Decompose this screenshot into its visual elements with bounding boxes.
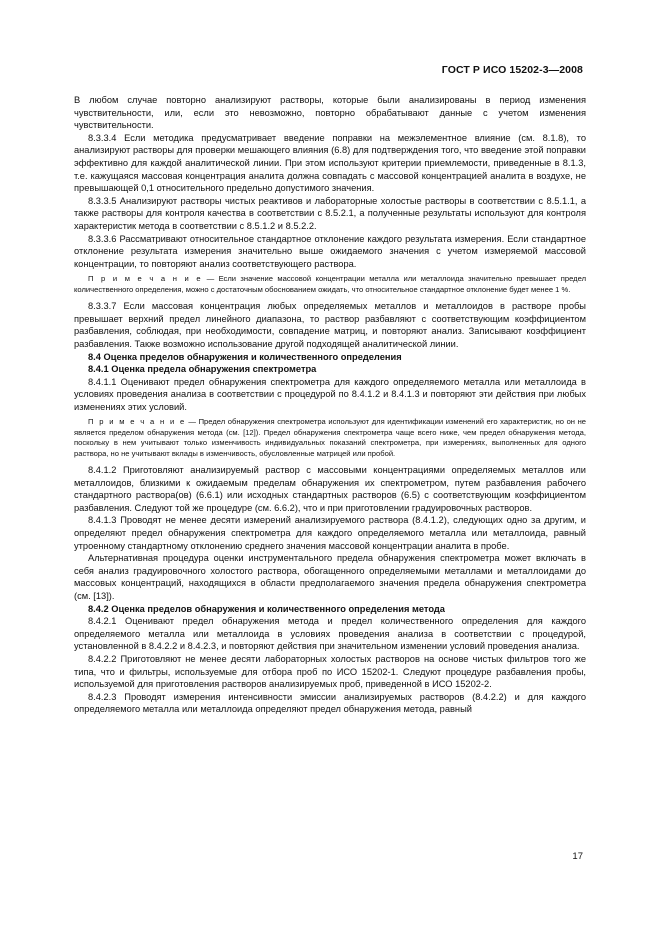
note-2-text: — Предел обнаружения спектрометра используют для идентификации изменений его характеристик, но он не является пределом обнаружения метода (см. [12]). Предел обнаружения спектрометра чаще всего ниже, чем предел обнаружения метода, поскольку в нем учитывают только изменчивость индивидуальных показаний спектрометра, при измерениях, выполненных для одного раствора, но не учитывают вклады в изменчивость, обусловленные матрицей или пробой. [74,417,586,458]
document-header: ГОСТ Р ИСО 15202-3—2008 [441,64,583,76]
note-2 [74,417,586,459]
paragraph-8-4-2-3: 8.4.2.3 Проводят измерения интенсивности эмиссии анализируемых растворов (8.4.2.2) и для каждого определяемого металла или металлоида определяют предел обнаружения метода, равный [74,691,586,715]
paragraph-8-3-3-6: 8.3.3.6 Рассматривают относительное стандартное отклонение каждого результата измерения. Если стандартное отклонение результата измерения значительно выше ожидаемого значения с учетом измеряемой массовой концентрации, то повторяют анализ соответствующего раствора. [74,233,586,269]
paragraph-8-4-2-2: 8.4.2.2 Приготовляют не менее десяти лабораторных холостых растворов на основе чистых фильтров того же типа, что и фильтры, используемые для отбора проб по ИСО 15202-1. Следуют процедуре разбавления пробы, используемой для приготовления растворов анализируемых проб, приведенной в ИСО 15202-2. [74,654,586,690]
paragraph-alternative: Альтернативная процедура оценки инструментального предела обнаружения спектрометра может включать в себя анализ градуировочного холостого раствора, обогащенного определяемыми металлами и металлоидами до массовых концентраций, находящихся в области предполагаемого значения предела обнаружения спектрометра (см. [13]). [74,553,586,602]
heading-8-4-2: 8.4.2 Оценка пределов обнаружения и количественного определения метода [88,603,445,614]
paragraph-8-3-3-5: 8.3.3.5 Анализируют растворы чистых реактивов и лабораторные холостые растворы в соответствии с 8.5.1.1, а также растворы для контроля качества в соответствии с 8.5.2.1, а полученные результаты используют для контроля характеристик метода в соответствии с 8.5.1.2 и 8.5.2.2. [74,195,586,231]
page-body [74,94,586,716]
page-number: 17 [572,851,583,862]
note-1 [74,274,586,295]
paragraph-8-4-1-1: 8.4.1.1 Оценивают предел обнаружения спектрометра для каждого определяемого металла или металлоида в условиях проведения анализа в соответствии с процедурой по 8.4.1.2 и 8.4.1.3 и повторяют эти действия при любых изменениях этих условий. [74,376,586,412]
note-2-label: П р и м е ч а н и е [88,417,186,427]
paragraph-8-4-1-3: 8.4.1.3 Проводят не менее десяти измерений анализируемого раствора (8.4.1.2), следующих одно за другим, и определяют предел обнаружения спектрометра для каждого определяемого металла или металлоида, равный утроенному стандартному отклонению среднего значения массовой концентрации аналита в пробе. [74,515,586,551]
paragraph-8-4-1-2: 8.4.1.2 Приготовляют анализируемый раствор с массовыми концентрациями определяемых металлов или металлоидов, близкими к ожидаемым пределам обнаружения их спектрометром, путем разбавления рабочего стандартного раствора(ов) (6.6.1) или исходных стандартных растворов (6.5) с соответствующим коэффициентом разбавления. Следуют той же процедуре (см. 6.6.2), что и при приготовлении градуировочных растворов. [74,465,586,513]
paragraph-intro: В любом случае повторно анализируют растворы, которые были анализированы в период изменения чувствительности, или, если это невозможно, повторно обрабатывают данные с учетом изменения чувствительности. [74,95,586,131]
paragraph-8-4-2-1: 8.4.2.1 Оценивают предел обнаружения метода и предел количественного определения для каждого определяемого металла или металлоида в условиях проведения анализа в соответствии с процедурой, установленной в 8.4.2.2 и 8.4.2.3, и повторяют действия при значительном изменении условий проведения анализа. [74,616,586,652]
note-1-label: П р и м е ч а н и е [88,274,203,284]
paragraph-8-3-3-4: 8.3.3.4 Если методика предусматривает введение поправки на межэлементное влияние (см. 8.1.8), то анализируют растворы для проверки мешающего влияния (6.8) для подтверждения того, что введение этой поправки эффективно для каждой аналитической линии. При этом используют критерии приемлемости, приведенные в 8.1.3, т.е. кажущаяся массовая концентрация аналита должна совпадать с массовой концентрацией аналита в воздухе, не превышающей 0,1 относительного предельно допустимого значения. [74,132,586,194]
heading-8-4-1: 8.4.1 Оценка предела обнаружения спектрометра [88,364,317,375]
paragraph-8-3-3-7: 8.3.3.7 Если массовая концентрация любых определяемых металлов и металлоидов в растворе пробы превышает верхний предел линейного диапазона, то раствор разбавляют с соответствующим коэффициентом разбавления, соблюдая, при необходимости, совпадение матриц, и повторяют анализ. Записывают коэффициент разбавления. Также возможно использование другой подходящей аналитической линии. [74,301,586,349]
heading-8-4: 8.4 Оценка пределов обнаружения и количественного определения [88,351,402,362]
note-1-text: — Если значение массовой концентрации металла или металлоида значительно превышает предел количественного определения, можно с достаточным обоснованием ожидать, что относительное стандартное отклонение будет менее 1 %. [74,274,587,294]
